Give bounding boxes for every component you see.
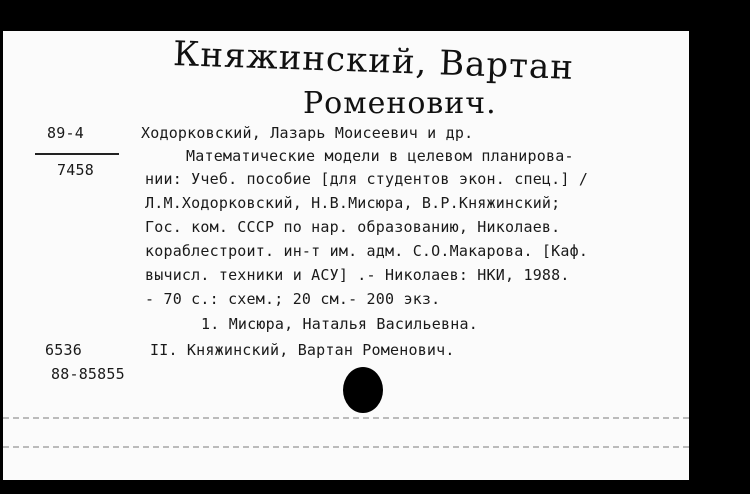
handwritten-name-line2: Роменович. <box>303 86 497 121</box>
card-edge-line <box>3 446 689 448</box>
call-number-bottom: 7458 <box>57 161 94 179</box>
record-line: кораблестроит. ин-т им. адм. С.О.Макарова. [Каф. <box>145 242 589 260</box>
footer-code: 88-85855 <box>51 365 125 383</box>
record-line: вычисл. техники и АСУ] .- Николаев: НКИ, 1988. <box>145 266 570 284</box>
call-number-rule <box>35 153 119 155</box>
punch-hole <box>343 367 383 413</box>
footer-code: 6536 <box>45 341 82 359</box>
record-line: нии: Учеб. пособие [для студентов экон. спец.] / <box>145 170 589 188</box>
card-edge-line <box>3 417 689 419</box>
record-line: - 70 с.: схем.; 20 см.- 200 экз. <box>145 290 441 308</box>
record-line: 1. Мисюра, Наталья Васильевна. <box>201 315 478 333</box>
handwritten-name-line1: Княжинский, Вартан <box>172 34 575 88</box>
record-line: Математические модели в целевом планирова- <box>186 147 574 165</box>
record-line: Л.М.Ходорковский, Н.В.Мисюра, В.Р.Княжинский; <box>145 194 561 212</box>
catalog-card <box>3 31 689 480</box>
record-line: Гос. ком. СССР по нар. образованию, Николаев. <box>145 218 561 236</box>
record-line: Ходорковский, Лазарь Моисеевич и др. <box>141 124 474 142</box>
record-line: II. Княжинский, Вартан Роменович. <box>150 341 455 359</box>
call-number-top: 89-4 <box>47 124 84 142</box>
